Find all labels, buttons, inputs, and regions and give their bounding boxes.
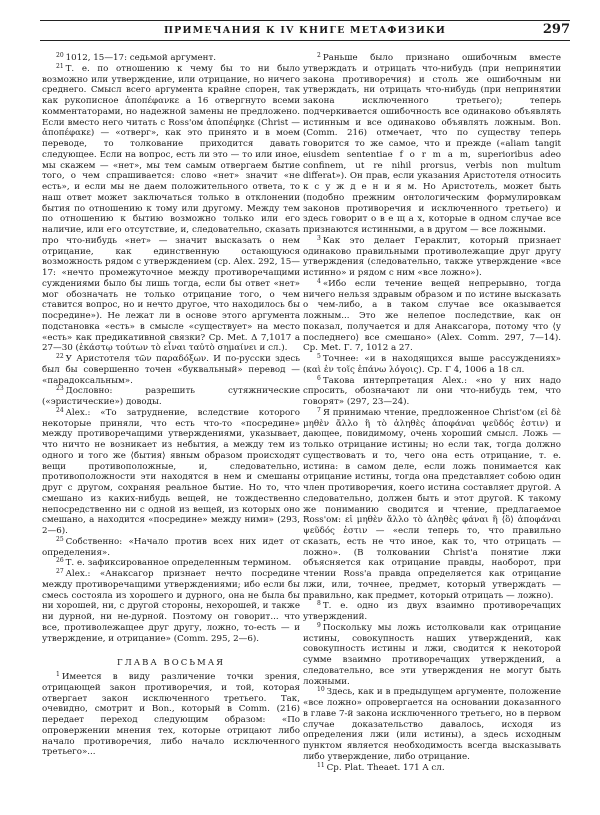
footnote-text: Раньше было признано ошибочным вместе утверждать и отрицать что-нибудь (при непринятии закона противоречия) и столь же ошибочным ни утверждать, ни отрицать что-нибудь (при непринятии закона исключенного третьего); теперь подчеркивается ошибочность все одинаково объявлять истинным и все одинаково объявлять ложным. Bon. (Comm. 216) отмечает, что по существу теперь говорится то же самое, что и прежде («aliam tangit eiusdem sententiae f o r m a m, superioribus adeo confinem, ut re nihil prorsus, verbis non multum differat»). Он прав, если указания Аристотеля относить к с у ж д е н и я м. Но Аристотель, может быть (подобно прежним онтологическим формулировкам законов противоречия и исключенного третьего) и здесь говорит о в е щ а х, которые в одном случае все признаются истинными, а в другом — все ложными. xyxy=(303,53,561,235)
footnote-23 xyxy=(42,386,300,408)
footnote-number: 1 xyxy=(56,671,60,678)
running-title: ПРИМЕЧАНИЯ К IV КНИГЕ МЕТАФИЗИКИ xyxy=(163,25,447,36)
running-header xyxy=(40,22,570,39)
footnote-27 xyxy=(42,569,300,644)
footnote-number: 22 xyxy=(56,353,64,360)
footnote-6 xyxy=(303,376,561,408)
footnote-number: 7 xyxy=(317,406,321,414)
footnote-number: 25 xyxy=(56,535,64,543)
footnote-number: 8 xyxy=(317,600,321,608)
footnote-text: Alex.: «Анаксагор признает нечто посредине между противоречащими утверждениями; ибо если бы смесь состояла из хорошего и дурного, она не была бы ни хорошей, ни, с другой стороны, нехорошей, и также ни дурной, ни не-дурной. Поэтому он говорит... что все, противолежащее друг другу, ложно, то-есть — и утверждение, и отрицание» (Comm. 295, 2—6). xyxy=(42,569,300,644)
footnote-21 xyxy=(42,64,300,354)
footnote-number: 20 xyxy=(56,52,64,59)
footnote-number: 6 xyxy=(317,374,321,382)
footnote-text: Alex.: «То затруднение, вследствие которого некоторые приняли, что есть что-то «посредине» между противоречащими утверждениями, указывает, что ничто не возникает из небытия, а между тем из одного и того же ⟨бытия⟩ явным образом происходят вещи противоположные, и, следовательно, противоположности эти находятся в нем и смешаны друг с другом, сохраняя реальное бытие. Но то, что смешано из каких-нибудь вещей, не тождественно непосредственно ни с одной из вещей, из которых оно смешано, а находится «посредине» между ними» (293, 2—6). xyxy=(42,407,300,536)
footnote-22 xyxy=(42,354,300,386)
footnote-text: Ср. Plat. Theaet. 171 A сл. xyxy=(326,762,445,773)
footnote-24 xyxy=(42,408,300,537)
footnote-9 xyxy=(303,623,561,688)
footnote-text: Точнее: «и в находящихся выше рассуждениях» (καὶ ἐν τοῖς ἐπάνω λόγοις). Ср. Г 4, 1006 a 18 сл. xyxy=(303,354,561,375)
footnote-number: 11 xyxy=(317,761,325,769)
chapter-heading: ГЛАВА ВОСЬМАЯ xyxy=(117,658,225,669)
footnote-number: 23 xyxy=(56,385,64,393)
chapter-footnote-1 xyxy=(42,672,300,758)
footnote-text: Поскольку мы ложь истолковали как отрицание истины, совокупность наших утверждений, как совокупность истины и лжи, сводится к некоторой сумме взаимно противоречащих утверждений, а следовательно, все эти утверждения не могут быть ложными. xyxy=(303,622,561,687)
footnote-text: Т. е. зафиксированное определенным термином. xyxy=(65,558,292,569)
footnote-number: 9 xyxy=(317,621,321,629)
header-bottom-rule xyxy=(40,40,570,41)
footnote-text: Дословно: разрешить сутяжнические («эристические») доводы. xyxy=(42,386,300,407)
footnote-5 xyxy=(303,354,561,376)
footnote-2 xyxy=(303,53,561,236)
footnote-25 xyxy=(42,537,300,559)
footnote-text: Имеется в виду различение точки зрения, отрицающей закон противоречия, и той, которая отвергает закон исключенного третьего. Так, очевидно, смотрит и Bon., который в Comm. (216) передает переход следующим образом: «По опровержении мнения тех, которые отрицают либо начало противоречия, либо начало исключенного третьего»... xyxy=(42,672,300,758)
footnote-8 xyxy=(303,601,561,623)
footnote-text: Т. е. по отношению к чему бы то ни было возможно или утверждение, или отрицание, но ничего среднего. Смысл всего аргумента крайне спорен, так как рукописное ἀποπέφανκε a 16 отвергнуто всеми комментаторами, но надежной замены не предложено. Если вместо него читать с Ross'ом ἀποπέφηκε (Christ — ἀποπέφακε) — «отверг», как это принято и в моем переводе, то толкование приходится давать следующее. Если на вопрос, есть ли это — то или иное, мы скажем — «нет», мы тем самым отвергаем бытие того, о чем спрашивается: слово «нет» значит «не есть», и если мы не даем положительного ответа, то наш ответ может заключаться только в отклонении бытия по отношению к тому или другому. Между тем по отношению к бытию возможно только или его наличие, или его отсутствие, и, следовательно, сказать про что-нибудь «нет» — значит высказать о нем отрицание, как единственную остающуюся возможность рядом с утверждением (ср. Alex. 292, 15—17: «нечто промежуточное между противоречащими суждениями было бы лишь тогда, если бы ответ «нет» мог обозначать не только отрицание того, о чем ставится вопрос, но и нечто другое, что находилось бы посредине»). Не лежат ли в основе этого аргумента подстановка «есть» в смысле «существует» на место «есть» как предикативной связки? Ср. Met. Δ 7,1017 a 27—30 (ἑκάστῳ τούτων τὸ εἶναι ταὐτὸ σημαίνει и сл.). xyxy=(42,63,300,354)
footnote-text: Как это делает Гераклит, который признает одинаково правильными противолежащие друг другу утверждения (следовательно, также утверждение «все истинно» и рядом с ним «все ложно»). xyxy=(303,235,561,278)
footnote-number: 5 xyxy=(317,353,321,360)
footnote-text: Я принимаю чтение, предложенное Christ'ом (εἰ δὲ μηθὲν ἄλλο ἢ τὸ ἀληθὲς ἀποφάναι ψεῦδός ἐστιν) и дающее, повидимому, очень хороший смысл. Ложь — только отрицание истины; но если так, тогда должно существовать и то, чего она есть отрицание, т. е. истина: в самом деле, если ложь понимается как отрицание истины, тогда она представляет собою один член противоречия, коего истина составляет другой. А следовательно, должен быть и этот другой. К такому же пониманию сводится и чтение, предлагаемое Ross'ом: εἰ μηθὲν ἄλλο τὸ ἀληθὲς φάναι ἢ ⟨ὃ⟩ ἀποφάναι ψεῦδός ἐστιν — «если теперь то, что правильно сказать, есть не что иное, как то, что отрицать — ложно». (В толковании Christ'а понятие лжи объясняется как отрицание правды, наоборот, при чтении Ross'а правда определяется как отрицание лжи, или, точнее, предмет, который утверждать — правильно, как предмет, который отрицать — ложно). xyxy=(303,407,561,601)
footnote-text: Такова интерпретация Alex.: «но у них надо спросить, обозначают ли они что-нибудь тем, что говорят» (297, 23—24). xyxy=(303,375,561,407)
footnote-7 xyxy=(303,408,561,602)
footnote-text: «Ибо если течение вещей непрерывно, тогда ничего нельзя здравым образом и по истине высказать о чем-либо, а в таком случае все оказывается ложным... Это же нелепое последствие, как он показал, получается и для Анаксагора, потому что ⟨у последнего⟩ все смешано» (Alex. Comm. 297, 7—14). Ср. Met. Г. 7, 1012 a 27. xyxy=(303,278,561,354)
footnote-11 xyxy=(303,763,561,774)
footnote-number: 10 xyxy=(317,686,325,694)
footnote-number: 2 xyxy=(317,52,321,59)
footnote-number: 27 xyxy=(56,568,64,575)
footnote-10 xyxy=(303,687,561,762)
footnote-text: Здесь, как и в предыдущем аргументе, положение «все ложно» опровергается на основании доказанного в главе 7-й закона исключенного третьего, но в первом случае доказательство давалось, исходя из определения лжи (или истины), а здесь исходным пунктом является необходимость всегда высказывать либо утверждение, либо отрицание. xyxy=(303,687,561,762)
page-number: 297 xyxy=(542,22,570,37)
footnote-text: 1012, 15—17: седьмой аргумент. xyxy=(65,53,217,63)
footnote-text: У Аристотеля τῶν παραδόξων. И по-русски здесь был бы совершенно точен «буквальный» перевод — «парадоксальным». xyxy=(42,354,300,386)
footnote-number: 3 xyxy=(317,234,321,242)
footnote-4 xyxy=(303,279,561,354)
footnote-number: 4 xyxy=(317,277,321,285)
footnote-number: 26 xyxy=(56,557,64,565)
footnote-20 xyxy=(42,53,300,64)
footnote-number: 21 xyxy=(56,62,64,70)
left-column xyxy=(42,53,300,758)
header-top-rule xyxy=(40,20,570,21)
footnote-26 xyxy=(42,558,300,569)
footnote-number: 24 xyxy=(56,406,64,414)
footnote-text: Т. е. одно из двух взаимно противоречащих утверждений. xyxy=(303,601,561,622)
footnote-text: Собственно: «Начало против всех них идет от определения». xyxy=(42,536,300,558)
right-column xyxy=(303,53,561,773)
footnote-3 xyxy=(303,236,561,279)
